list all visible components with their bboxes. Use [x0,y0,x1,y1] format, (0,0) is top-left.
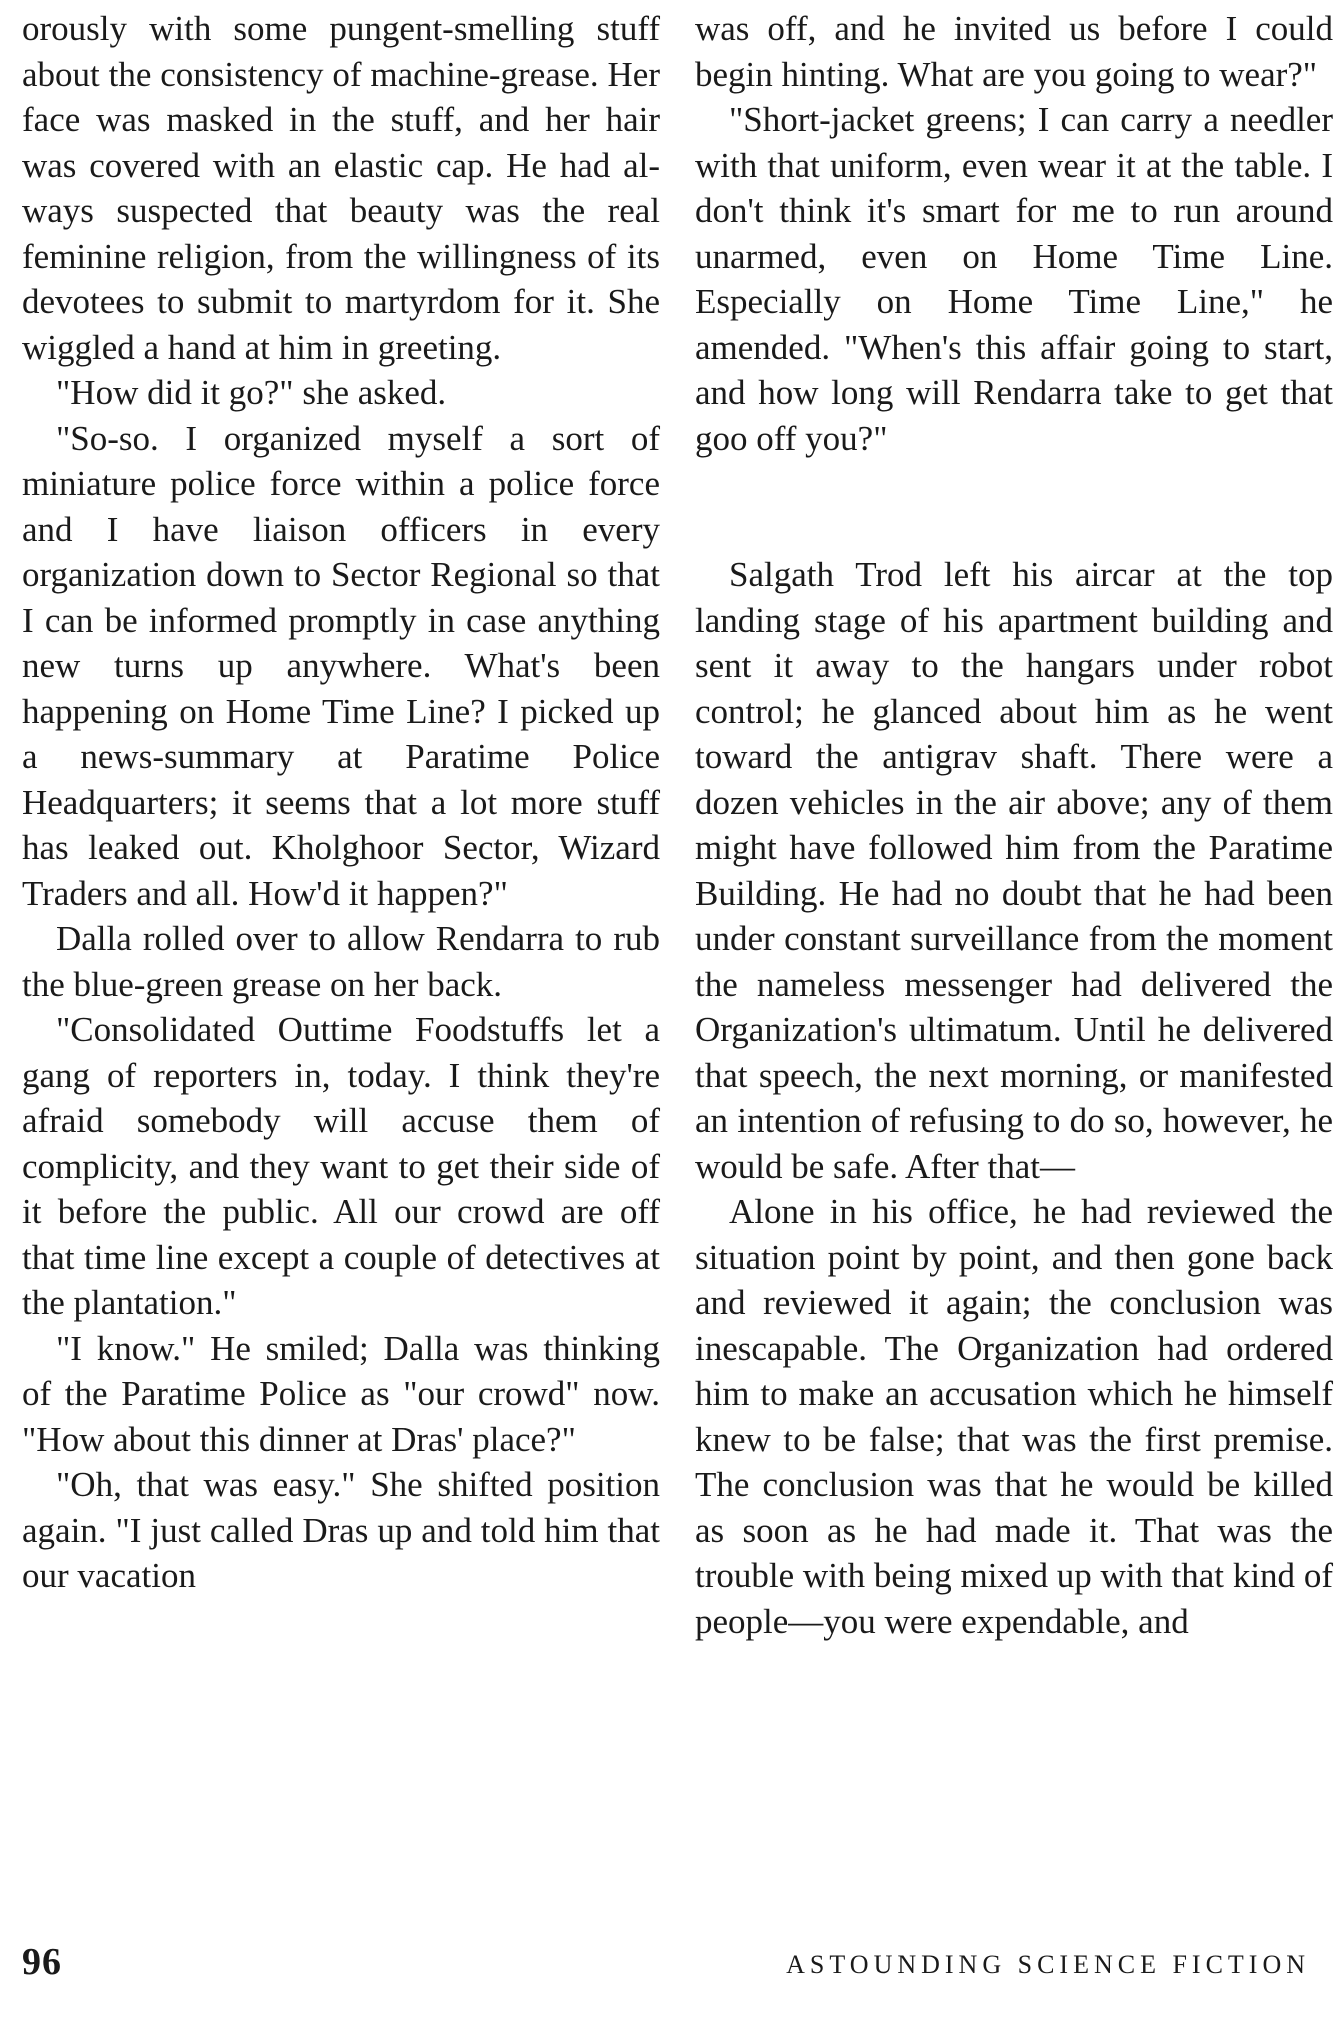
paragraph: "So-so. I organized myself a sort of miniature police force within a police force and I have liaison officers in every organization down to Sector Regional so that I can be informed promptly in case anything new turns up anywhere. What's been happening on Home Time Line? I picked up a news-summary at Paratime Police Headquarters; it seems that a lot more stuff has leaked out. Kholghoor Sector, Wizard Traders and all. How'd it happen?" [22,418,660,913]
paragraph: "I know." He smiled; Dalla was thinking of the Paratime Police as "our crowd" now. "How about this dinner at Dras' place?" [22,1328,660,1459]
paragraph: "Oh, that was easy." She shifted position again. "I just called Dras up and told him that our vacation [22,1465,660,1595]
left-text-column [22,6,660,1599]
paragraph: Dalla rolled over to allow Rendarra to rub the blue-green grease on her back. [22,919,660,1004]
paragraph: "How did it go?" she asked. [56,373,447,412]
section-start-paragraph: Salgath Trod left his aircar at the top landing stage of his apartment building and sent it away to the hangars under robot control; he glanced about him as he went toward the antigrav shaft. There were a dozen vehicles in the air above; any of them might have followed him from the Paratime Building. He had no doubt that he had been under constant surveillance from the moment the nameless messenger had delivered the Organization's ultimatum. Until he delivered that speech, the next morning, or manifested an intention of refusing to do so, however, he would be safe. After that— [695,555,1333,1186]
paragraph: "Short-jacket greens; I can carry a needler with that uniform, even wear it at the table. I don't think it's smart for me to run around unarmed, even on Home Time Line. Especially on Home Time Line," he amended. "When's this affair going to start, and how long will Rendarra take to get that goo off you?" [695,100,1333,458]
paragraph: was off, and he invited us before I could begin hinting. What are you going to wear?" [695,9,1333,94]
paragraph: orously with some pungent-smelling stuff about the consistency of machine-grease. Her face was masked in the stuff, and her hair was covered with an elastic cap. He had always suspected that beauty was the real feminine religion, from the willingness of its devotees to submit to martyrdom for it. She wiggled a hand at him in greeting. [22,9,660,367]
right-text-column [695,6,1333,1644]
paragraph: Alone in his office, he had reviewed the situation point by point, and then gone back and reviewed it again; the conclusion was inescapable. The Organization had ordered him to make an accusation which he himself knew to be false; that was the first premise. The conclusion was that he would be killed as soon as he had made it. That was the trouble with being mixed up with that kind of people—you were expendable, and [695,1192,1333,1641]
paragraph: "Consolidated Outtime Foodstuffs let a gang of reporters in, today. I think they're afraid somebody will accuse them of complicity, and they want to get their side of it before the public. All our crowd are off that time line except a couple of detectives at the plantation." [22,1010,660,1322]
page-number: 96 [22,1941,62,1983]
page-footer [22,1940,1318,2000]
running-title: ASTOUNDING SCIENCE FICTION [786,1950,1310,1979]
